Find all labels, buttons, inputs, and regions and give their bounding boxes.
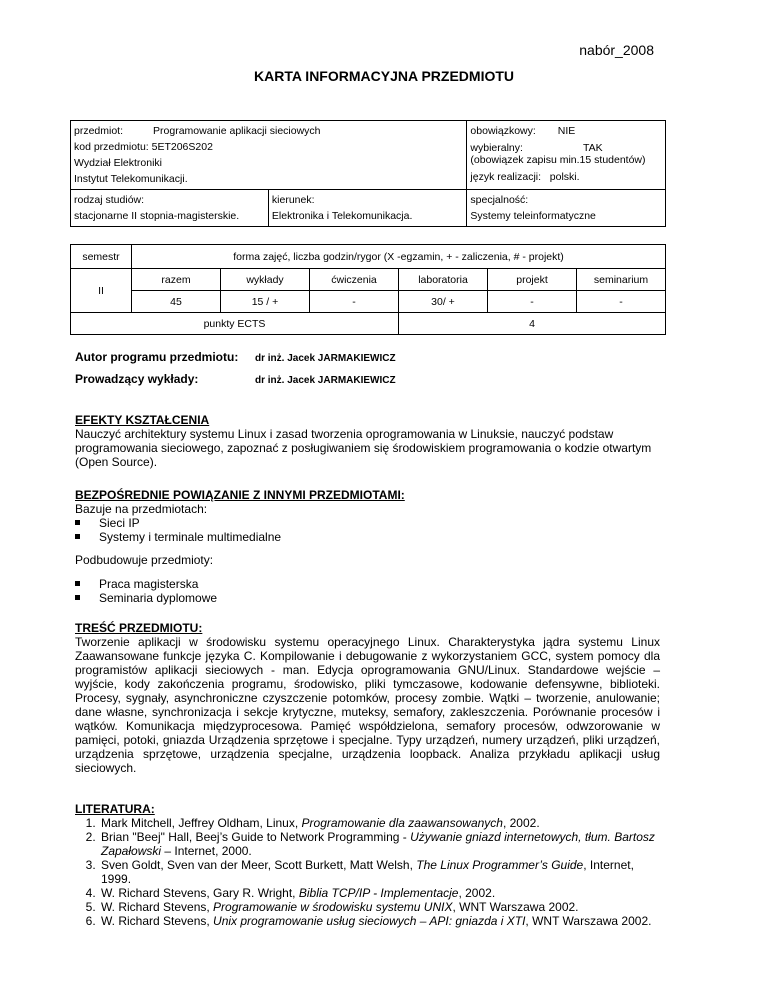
literature-title: Unix programowanie usług sieciowych – API: gniazda i XTI [213,914,526,928]
efekty-section [75,413,660,469]
bazuje-label: Bazuje na przedmiotach: [75,502,208,516]
specialty-cell [467,190,666,227]
literature-item [99,816,660,830]
powiazanie-section [75,488,660,605]
obligation-cell [467,121,666,190]
literature-title: Programowanie dla zaawansowanych [301,816,503,830]
literature-authors: W. Richard Stevens, [101,900,214,914]
hours-value: 30/ + [399,291,488,313]
literature-title: Biblia TCP/IP - Implementacje [298,886,459,900]
hours-table [70,244,666,335]
hours-value: 15 / + [221,291,310,313]
literature-title: The Linux Programmer’s Guide [416,858,584,872]
rodzaj-value: stacjonarne II stopnia-magisterskie. [74,210,240,222]
bazuje-list [75,516,660,544]
institute: Instytut Telekomunikacji. [74,173,188,185]
literature-publisher: , 2002. [458,886,496,900]
page-title: KARTA INFORMACYJNA PRZEDMIOTU [253,68,515,84]
recruitment-year: nabór_2008 [579,42,654,58]
efekty-text: Nauczyć architektury systemu Linux i zasad tworzenia oprogramowania w Linuksie, nauczyć podstaw programowania sieciowego, zapoznać z posługiwaniem się środowiskiem programowania o kodzie otwartym (Open Source). [75,427,652,469]
ects-label: punkty ECTS [71,313,399,335]
literature-title: Programowanie w środowisku systemu UNIX [213,900,453,914]
jezyk-value: polski. [549,171,580,183]
hours-value: - [577,291,666,313]
tresc-heading: TREŚĆ PRZEDMIOTU: [75,621,203,635]
wybieralny-label: wybieralny: [470,142,523,154]
autor-label: Autor programu przedmiotu: [75,350,239,364]
literatura-heading: LITERATURA: [75,802,155,816]
przedmiot-label: przedmiot: [74,125,124,137]
kierunek-value: Elektronika i Telekomunikacja. [271,210,413,222]
literature-title: Używanie gniazd internetowych, tłum. Bartosz Zapałowski [101,830,655,858]
semestr-value: II [71,269,132,313]
hours-value: 45 [132,291,221,313]
tresc-section [75,621,660,775]
col-header: laboratoria [399,269,488,291]
ects-value: 4 [399,313,666,335]
forma-label: forma zajęć, liczba godzin/rygor (X -egzamin, + - zaliczenia, # - projekt) [132,245,666,269]
hours-value: - [488,291,577,313]
course-code: kod przedmiotu: 5ET206S202 [74,141,213,153]
prowadzacy-label: Prowadzący wykłady: [75,372,199,386]
col-header: wykłady [221,269,310,291]
literature-publisher: – Internet, 2000. [161,844,252,858]
podbudowuje-list [75,577,660,605]
literature-item [99,886,660,900]
podbudowuje-label: Podbudowuje przedmioty: [75,553,214,567]
jezyk-label: język realizacji: [470,171,542,183]
tresc-text: Tworzenie aplikacji w środowisku systemu operacyjnego Linux. Charakterystyka jądra systemu Linux Zaawansowane funkcje języka C. Kompilowanie i debugowanie z wykorzystaniem GCC, system pomocy dla programistów aplikacji sieciowych - man. Edycja oprogramowania GNU/Linux. Standardowe wejście – wyjście, kody zakończenia programu, środowisko, pliki tymczasowe, kodowanie defensywne, biblioteki. Procesy, sygnały, asynchroniczne czyszczenie potomków, procesy zombie. Wątki – tworzenie, anulowanie; dane własne, synchronizacja i sekcje krytyczne, muteksy, semafory, zakleszczenia. Porównanie procesów i wątków. Komunikacja międzyprocesowa. Pamięć współdzielona, semafory procesów, odwzorowanie w pamięci, potoki, gniazda Urządzenia sprzętowe i specjalne. Typy urządzeń, numery urządzeń, pliki urządzeń, urządzenia sprzętowe, urządzenia specjalne, urządzenia loopback. Analiza przykładu aplikacji usług sieciowych. [75,635,660,775]
course-info-table [70,120,666,227]
wybieralny-note: (obowiązek zapisu min.15 studentów) [470,154,646,166]
study-type-cell [71,190,269,227]
rodzaj-label: rodzaj studiów: [74,194,145,206]
semestr-label: semestr [71,245,132,269]
obowiazkowy-label: obowiązkowy: [470,125,536,137]
autor-value: dr inż. Jacek JARMAKIEWICZ [255,353,396,364]
powiazanie-heading: BEZPOŚREDNIE POWIĄZANIE Z INNYMI PRZEDMIOTAMI: [75,488,405,502]
literature-item [99,830,660,858]
literature-authors: W. Richard Stevens, [101,914,214,928]
list-item: Praca magisterska [75,577,660,591]
literature-authors: Sven Goldt, Sven van der Meer, Scott Burkett, Matt Welsh, [101,858,417,872]
literature-authors: W. Richard Stevens, Gary R. Wright, [101,886,299,900]
list-item: Seminaria dyplomowe [75,591,660,605]
field-cell [268,190,467,227]
prowadzacy-value: dr inż. Jacek JARMAKIEWICZ [255,375,396,386]
literature-item [99,914,660,928]
col-header: seminarium [577,269,666,291]
faculty: Wydział Elektroniki [74,157,163,169]
literature-list [75,816,660,928]
list-item: Sieci IP [75,516,660,530]
col-header: razem [132,269,221,291]
list-item: Systemy i terminale multimedialne [75,530,660,544]
literature-item [99,900,660,914]
obowiazkowy-value: NIE [557,125,576,137]
literature-item [99,858,660,886]
literature-publisher: , Internet, 1999. [101,858,634,886]
specjalnosc-label: specjalność: [470,194,529,206]
literature-publisher: , WNT Warszawa 2002. [452,900,579,914]
specjalnosc-value: Systemy teleinformatyczne [470,210,596,222]
efekty-heading: EFEKTY KSZTAŁCENIA [75,413,210,427]
literature-authors: Brian "Beej" Hall, Beej’s Guide to Network Programming - [101,830,411,844]
kierunek-label: kierunek: [271,194,315,206]
author-block [75,350,396,386]
course-info-cell [71,121,467,190]
literature-publisher: , WNT Warszawa 2002. [525,914,652,928]
literatura-section [75,802,660,928]
col-header: projekt [488,269,577,291]
col-header: ćwiczenia [310,269,399,291]
hours-value: - [310,291,399,313]
wybieralny-value: TAK [582,142,603,154]
przedmiot-value: Programowanie aplikacji sieciowych [153,125,321,137]
literature-authors: Mark Mitchell, Jeffrey Oldham, Linux, [101,816,302,830]
literature-publisher: , 2002. [502,816,540,830]
